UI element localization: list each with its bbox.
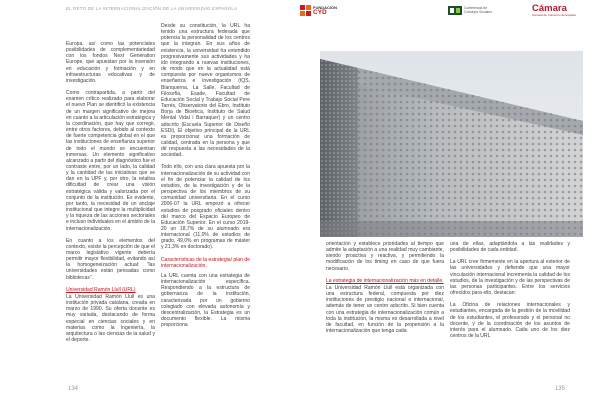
building-facade-photo: [320, 51, 583, 237]
paragraph: Como contrapartida, a partir del examen crítico realizado para elaborar el nuevo Plan se identificó la existencia de un margen significativo de mejora en cuanto a la articulación estratégica y la coordinación, que hay que corregir, entre otros factores, debido al contexto de fuerte competencia global en el que las instituciones de enseñanza superior de todo el mundo se encuentran inmersas. Un elemento significativo alcanzado a partir del diagnóstico fue el contraste entre, por un lado, la calidad y la cantidad de las iniciativas que se dan en la UPF y, por otro, la relativa dificultad de crear una visión estratégica válida y valorizada por el conjunto de la institución. Es evidente, por tanto, la necesidad de un anclaje institucional que integre la multiplicidad y la riqueza de las acciones sectoriales e incluso individuales en el ámbito de la internacionalización.: [66, 90, 155, 232]
fundacion-logo-line1: FUNDACIÓN: [313, 5, 337, 10]
camara-logo-subtitle: Cámara de Comercio de España: [532, 13, 576, 17]
page-number-left: 134: [68, 386, 79, 392]
right-page-column-2: [450, 241, 570, 339]
paragraph: La Oficina de relaciones internacionales y estudiantes, encargada de la gestión de la movilidad de los estudiantes, el profesorado y el personal no docente, y de la coordinación de los asuntos de interés para el alumnado. Cada uno de los diez centros de la URL: [450, 302, 570, 340]
paragraph: La URL cree firmemente en la apertura al exterior de las universidades y defiende que una mayor vinculación internacional incrementa la calidad de los estudios, de la investigación y de las perspectivas de las personas participantes. Entre los servicios ofrecidos para ello, destacan:: [450, 259, 570, 297]
paragraph: La Universidad Ramón Llull es una institución privada catalana, creada en marzo de 1990. Su oferta docente es muy variada, destacando de forma especial en ciencias sociales y en materias como la ingeniería, la arquitectura o las ciencias de la salud y el deporte.: [66, 293, 155, 344]
paragraph: Todo ello, con una clara apuesta por la internacionalización de su actividad con el fin de potenciar la calidad de los estudios, de la investigación y de la perspectiva de los miembros de su comunidad universitaria. En el curso 2006-07 la URL empezó a ofrecer estudios de posgrado oficiales dentro del marco del Espacio Europeo de Educación Superior. En el curso 2019-20 un 18,7% de su alumnado era internacional (11,0% de estudios de grado, 49,0% en programas de máster y 21,3% en doctorado).: [161, 164, 250, 251]
subsection-heading: Características de la estrategia/ plan de internacionalización.: [161, 256, 250, 269]
fundacion-logo-icon: [300, 5, 312, 16]
paragraph: una de ellas, adaptándola a las realidades y posibilidades de cada entidad.: [450, 241, 570, 254]
building-photo-image: [320, 51, 583, 237]
left-page-column-2: [161, 23, 250, 328]
paragraph: orientación y establece prioridades al tiempo que admite la adaptación a una realidad muy cambiante, siendo proactiva y reactiva, y permitiendo la modificación de los timing en caso de que fuera necesario.: [326, 241, 444, 272]
paragraph: Desde su constitución, la URL ha tenido una estructura federada que potencia la personalidad de los centros que la integran. En sus años de existencia, la universidad ha extendido progresivamente sus actividades y ha ido integrando a nuevas instituciones, de modo que en la actualidad está compuesta por nueve organismos de enseñanza e investigación (IQS, Blanquerna, La Salle, Facultad de Filosofía, Esade, Facultad de Educación Social y Trabajo Social Pere Tarrés, Observatorio del Ebro, Instituto Borja de Bioética, Instituto de Salud Mental Vidal i Barraquer) y un centro adscrito (Escuela Superior de Diseño ESDi). El objetivo principal de la URL es proporcionar una formación de calidad, centrada en la persona y que dé respuesta a las necesidades de la sociedad.: [161, 23, 250, 159]
paragraph: En cuanto a los elementos del contexto, existe la percepción de que el marco legislativo vigente debería permitir mayor flexibilidad, evitando así la homogeneización actual: “las universidades están pensadas como bibliotecas”.: [66, 237, 155, 281]
camara-logo: [532, 4, 582, 17]
camara-logo-title: Cámara: [532, 3, 567, 14]
subsection-heading: La estrategia de internacionalización más en detalle.: [326, 277, 444, 284]
left-page-column-1: [66, 41, 155, 343]
paragraph: La Universidad Ramón Llull está organizada con una estructura federal, compuesta por diez instituciones de prestigio nacional e internacional, además de tener un centro adscrito. Si bien cuenta con una estrategia de internacionalización común a toda la institución, la misma es desarrollada a nivel de facultad, en función de la propensión a la internacionalización que tenga cada: [326, 284, 444, 335]
fundacion-cyd-logo: [300, 5, 354, 17]
ccs-logo-text: Conferencia de Consejos Sociales: [464, 6, 492, 14]
paragraph: La URL cuenta con una estrategia de internacionalización específica. Respondiendo a la estructura de gobernanza de la institución, caracterizada por un gobierno colegiado con elevada autonomía y descentralización, la Estrategia es un documento flexible. La misma proporciona: [161, 272, 250, 329]
consejos-sociales-logo: [448, 6, 493, 16]
paragraph: Europa, así como las potenciales posibilidades de complementariedad con los fondos Next Generation Europe, que apuestan por la inversión en educación y formación y en infraestructuras educativas y de investigación.: [66, 41, 155, 84]
ccs-logo-icon: [448, 6, 462, 15]
running-title: EL RETO DE LA INTERNACIONALIZACIÓN DE LA UNIVERSIDAD ESPAÑOLA: [66, 6, 238, 11]
section-heading: Universidad Ramón Llull (URL): [66, 286, 136, 293]
right-page-column-1: [326, 241, 444, 334]
page-number-right: 135: [555, 386, 566, 392]
fundacion-logo-line2: CYD: [313, 9, 327, 16]
